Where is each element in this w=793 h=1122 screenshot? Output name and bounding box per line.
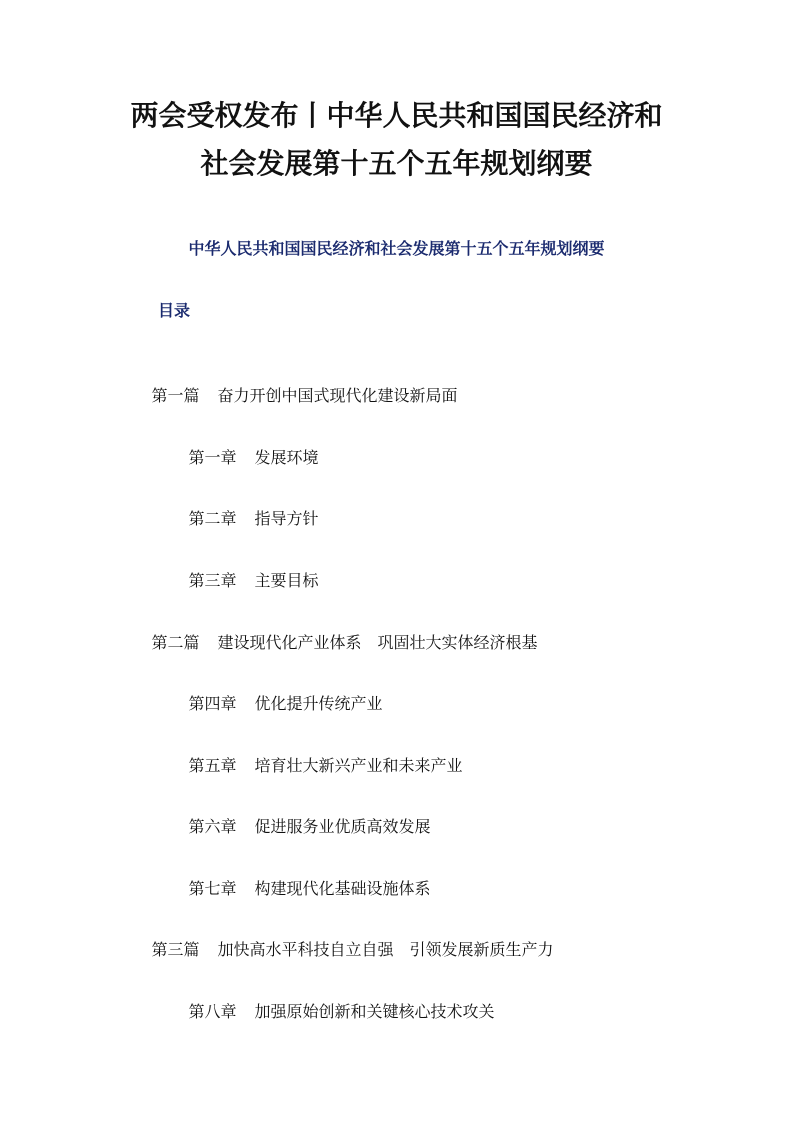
toc-number: 第七章	[188, 879, 237, 898]
toc-title: 指导方针	[254, 509, 319, 528]
toc-number: 第五章	[188, 756, 237, 775]
toc-title: 构建现代化基础设施体系	[254, 879, 431, 898]
document-subtitle: 中华人民共和国国民经济和社会发展第十五个五年规划纲要	[188, 239, 605, 258]
toc-title: 主要目标	[254, 571, 319, 590]
toc-title: 奋力开创中国式现代化建设新局面	[217, 386, 458, 405]
title-line-1: 两会受权发布丨中华人民共和国国民经济和	[130, 99, 663, 132]
title-line-2: 社会发展第十五个五年规划纲要	[200, 147, 593, 180]
toc-title: 发展环境	[254, 448, 319, 467]
toc-title: 优化提升传统产业	[254, 694, 383, 713]
toc-title: 促进服务业优质高效发展	[254, 817, 431, 836]
toc-number: 第六章	[188, 817, 237, 836]
document-title	[0, 92, 793, 188]
toc-number: 第一章	[188, 448, 237, 467]
toc-number: 第八章	[188, 1002, 237, 1021]
toc-number: 第一篇	[151, 386, 200, 405]
toc-number: 第三章	[188, 571, 237, 590]
toc-number: 第二篇	[151, 633, 200, 652]
toc-title: 加快高水平科技自立自强 引领发展新质生产力	[217, 940, 554, 959]
toc-title: 培育壮大新兴产业和未来产业	[254, 756, 463, 775]
toc-number: 第四章	[188, 694, 237, 713]
toc-title: 建设现代化产业体系 巩固壮大实体经济根基	[217, 633, 538, 652]
toc-number: 第三篇	[151, 940, 200, 959]
toc-number: 第二章	[188, 509, 237, 528]
toc-heading: 目录	[158, 301, 191, 320]
toc-title: 加强原始创新和关键核心技术攻关	[254, 1002, 495, 1021]
toc-chapter-entry	[158, 976, 495, 1048]
